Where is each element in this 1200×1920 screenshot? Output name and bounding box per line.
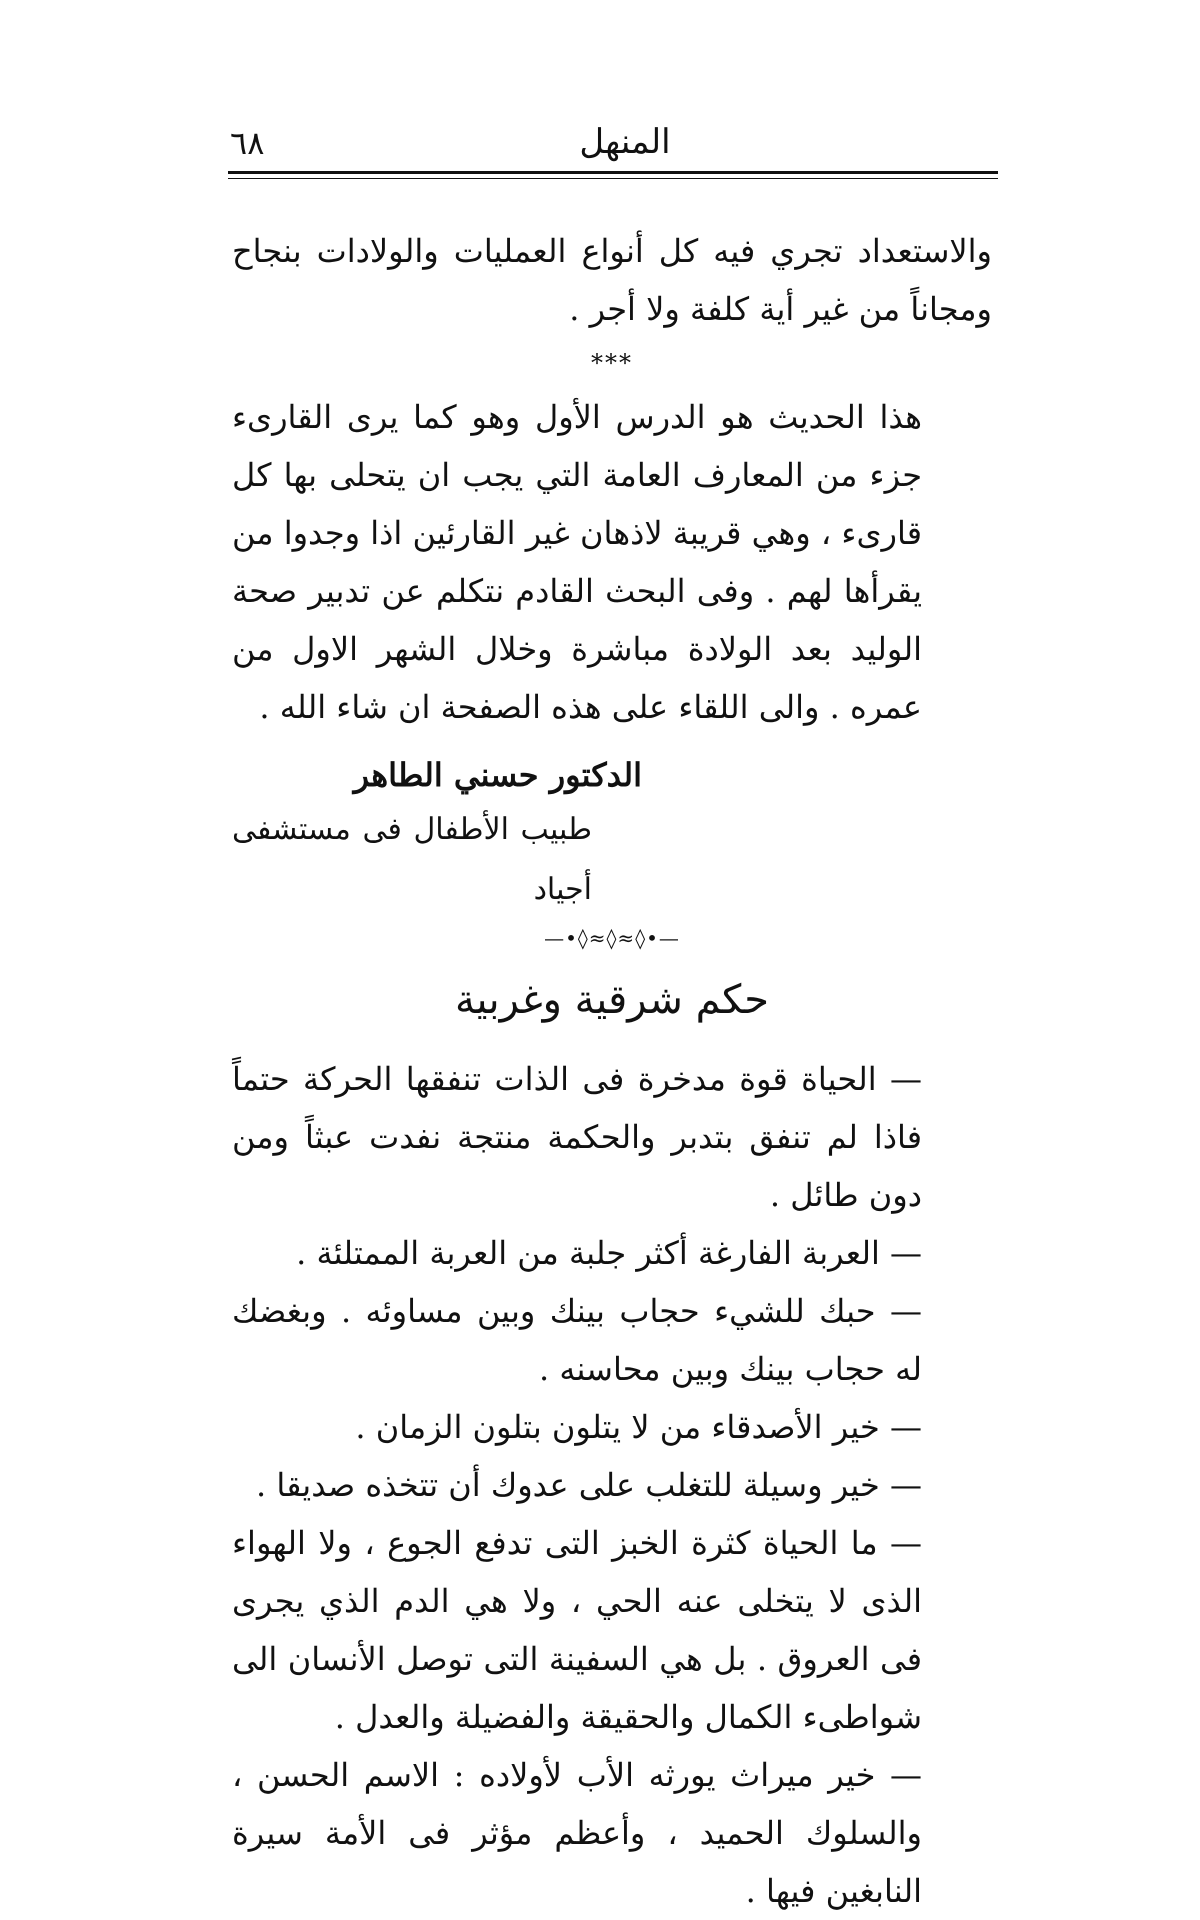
closing-paragraph: هذا الحديث هو الدرس الأول وهو كما يرى القارىء جزء من المعارف العامة التي يجب ان يتحلى بها كل قارىء ، وهي قريبة لاذهان غير القارئين اذا وجدوا من يقرأها لهم . وفى البحث القادم نتكلم عن تدبير صحة الوليد بعد الولادة مباشرة وخلال الشهر الاول من عمره . والى اللقاء على هذه الصفحة ان شاء الله . (232, 398, 923, 726)
proverb-item: — خير وسيلة للتغلب على عدوك أن تتخذه صديقا . (256, 1466, 922, 1504)
proverb-item: — خير الأصدقاء من لا يتلون بتلون الزمان . (355, 1408, 922, 1446)
page-number: ٦٨ (230, 124, 265, 162)
author-affiliation: طبيب الأطفال فى مستشفى أجياد (232, 812, 592, 907)
proverb-item: — ما الحياة كثرة الخبز التى تدفع الجوع ، ولا الهواء الذى لا يتخلى عنه الحي ، ولا هي الدم الذي يجرى فى العروق . بل هي السفينة التى توصل الأنسان الى شواطىء الكمال والحقيقة والفضيلة والعدل . (232, 1524, 922, 1736)
separator-stars: *** (591, 349, 633, 377)
proverb-item: — حبك للشيء حجاب بينك وبين مساوئه . وبغضك له حجاب بينك وبين محاسنه . (232, 1292, 922, 1388)
proverb-item: — خير ميراث يورثه الأب لأولاده : الاسم الحسن ، والسلوك الحميد ، وأعظم مؤثر فى الأمة سيرة النابغين فيها . (232, 1756, 923, 1910)
page-body (232, 222, 992, 1920)
intro-paragraph: والاستعداد تجري فيه كل أنواع العمليات والولادات بنجاح ومجاناً من غير أية كلفة ولا أجر . (232, 232, 993, 328)
proverb-item: — العربة الفارغة أكثر جلبة من العربة الممتلئة . (296, 1234, 922, 1272)
header-rule (228, 171, 998, 174)
page-header (230, 118, 995, 170)
header-rule-thin (228, 178, 998, 179)
author-signature: الدكتور حسني الطاهر (353, 756, 642, 794)
proverb-item: — الحياة قوة مدخرة فى الذات تنفقها الحركة حتماً فاذا لم تنفق بتدبر والحكمة منتجة نفدت عبثاً ومن دون طائل . (232, 1060, 922, 1214)
section-title: حكم شرقية وغربية (454, 977, 770, 1023)
ornamental-divider: —•◊≈◊≈◊•— (544, 926, 680, 950)
running-title: المنهل (579, 122, 671, 162)
